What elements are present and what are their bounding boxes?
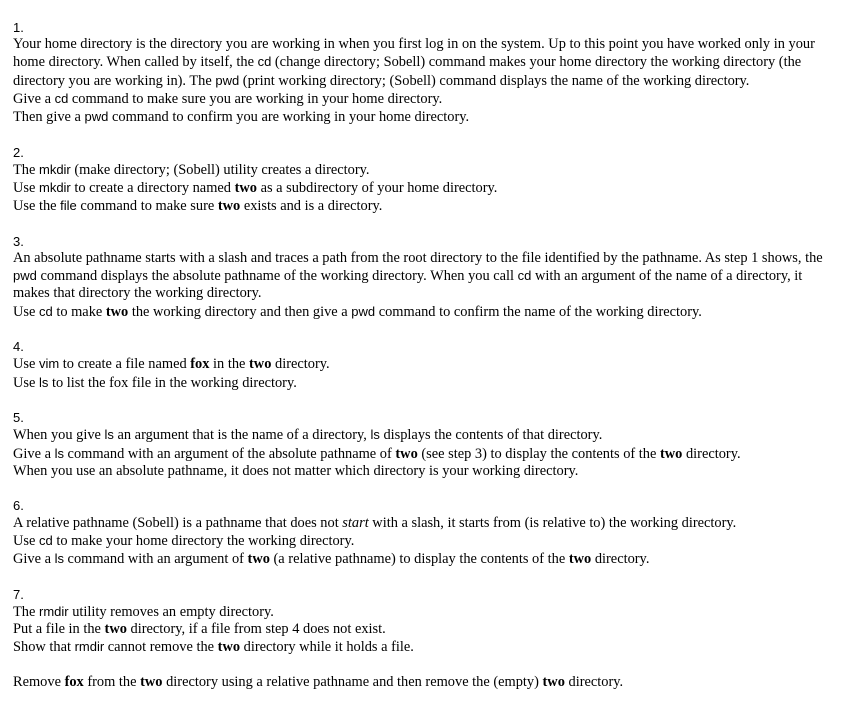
text-segment: (make directory; (Sobell) utility creates a directory. bbox=[70, 161, 370, 178]
command-name: cd bbox=[517, 268, 532, 284]
command-name: ls bbox=[54, 445, 64, 461]
text-segment: (see step 3) to display the contents of the bbox=[417, 445, 660, 462]
text-segment: in the bbox=[209, 356, 250, 373]
step-6 bbox=[13, 497, 833, 568]
instruction-line bbox=[13, 550, 833, 568]
text-segment: Give a bbox=[13, 90, 55, 107]
step-number: 6. bbox=[13, 498, 24, 514]
bold-term: two bbox=[217, 198, 241, 215]
instruction-line bbox=[13, 161, 833, 179]
step-number: 3. bbox=[13, 233, 24, 249]
text-segment: cannot remove the bbox=[104, 639, 218, 656]
text-segment: Use bbox=[13, 356, 39, 373]
text-segment: from the bbox=[83, 673, 141, 690]
text-segment: The bbox=[13, 161, 39, 178]
text-segment: to make bbox=[52, 303, 106, 320]
text-segment: directory while it holds a file. bbox=[240, 639, 414, 656]
text-segment: Use bbox=[13, 532, 39, 549]
text-segment: When you use an absolute pathname, it does not matter which directory is your working directory. bbox=[13, 462, 579, 479]
text-segment: Use bbox=[13, 180, 39, 197]
instruction-line bbox=[13, 179, 833, 197]
text-segment: Give a bbox=[13, 445, 55, 462]
text-segment: utility removes an empty directory. bbox=[68, 603, 274, 620]
bold-term: two bbox=[234, 180, 257, 197]
text-segment: with an argument of the name of a directory, it makes that directory the working directory. bbox=[13, 268, 803, 302]
instruction-line bbox=[13, 108, 833, 126]
bold-term: two bbox=[105, 303, 129, 320]
text-segment: Use bbox=[13, 374, 39, 391]
text-segment: command displays the absolute pathname of the working directory. When you call bbox=[36, 268, 518, 285]
text-segment: The bbox=[13, 603, 39, 620]
command-name: rmdir bbox=[74, 639, 105, 655]
step-number: 7. bbox=[13, 586, 24, 602]
text-segment: to create a file named bbox=[59, 356, 191, 373]
bold-term: two bbox=[217, 639, 241, 656]
text-segment: Then give a bbox=[13, 109, 85, 126]
bold-term: two bbox=[542, 673, 565, 690]
text-segment: command to make sure you are working in your home directory. bbox=[68, 90, 443, 107]
text-segment: Show that bbox=[13, 639, 75, 656]
text-segment: Remove bbox=[13, 673, 65, 690]
instruction-line bbox=[13, 374, 833, 392]
instruction-line bbox=[13, 197, 833, 215]
command-name: pwd bbox=[215, 72, 240, 88]
text-segment: An absolute pathname starts with a slash and traces a path from the root directory to the file identified by the pathname. As step 1 shows, the bbox=[13, 250, 823, 267]
command-name: cd bbox=[54, 90, 69, 106]
bold-term: two bbox=[247, 551, 270, 568]
text-segment: directory, if a file from step 4 does not exist. bbox=[126, 621, 386, 638]
bold-term: two bbox=[249, 356, 272, 373]
command-name: pwd bbox=[13, 268, 37, 284]
text-segment: to list the fox file in the working directory. bbox=[48, 374, 297, 391]
bold-term: two bbox=[140, 673, 163, 690]
instruction-line bbox=[13, 36, 833, 90]
text-segment: exists and is a directory. bbox=[240, 198, 383, 215]
step-7 bbox=[13, 586, 833, 691]
text-segment: the working directory and then give a bbox=[128, 303, 352, 320]
text-segment: Your home directory is the directory you are working in when you first log in on the system. Up to this point you have worked only in your home directory. When called by itself, the bbox=[13, 36, 815, 71]
command-name: cd bbox=[38, 303, 53, 319]
step-2 bbox=[13, 144, 833, 216]
step-number: 2. bbox=[13, 144, 24, 160]
italic-term: start bbox=[342, 514, 369, 531]
text-segment: directory. bbox=[564, 673, 624, 690]
step-3 bbox=[13, 233, 833, 321]
text-segment: Use bbox=[13, 303, 39, 320]
text-segment: (print working directory; (Sobell) command displays the name of the working directory. bbox=[239, 72, 750, 89]
text-segment: A relative pathname (Sobell) is a pathname that does not bbox=[13, 514, 343, 531]
text-segment: When you give bbox=[13, 427, 105, 444]
text-segment: (change directory; Sobell) command makes your home directory the working directory (the directory you are working in). The bbox=[13, 54, 802, 89]
step-number: 4. bbox=[13, 339, 24, 355]
instruction-line bbox=[13, 515, 833, 532]
command-name: cd bbox=[38, 532, 53, 548]
text-segment: displays the contents of that directory. bbox=[379, 427, 603, 444]
instruction-line bbox=[13, 463, 833, 480]
text-segment: directory. bbox=[682, 445, 741, 462]
text-segment: command with an argument of bbox=[63, 551, 248, 568]
text-segment: Use the bbox=[13, 198, 61, 215]
instruction-line bbox=[13, 603, 833, 621]
text-segment: an argument that is the name of a directory, bbox=[113, 427, 371, 444]
text-segment: to create a directory named bbox=[70, 180, 235, 197]
step-number: 1. bbox=[13, 20, 24, 35]
command-name: pwd bbox=[84, 109, 109, 125]
command-name: mkdir bbox=[38, 180, 71, 196]
command-name: vim bbox=[38, 356, 60, 372]
instruction-line bbox=[13, 303, 833, 321]
instruction-line bbox=[13, 656, 833, 673]
step-4 bbox=[13, 338, 833, 392]
command-name: mkdir bbox=[38, 161, 71, 177]
text-segment: as a subdirectory of your home directory. bbox=[256, 180, 498, 197]
instruction-line bbox=[13, 674, 833, 691]
text-segment: with a slash, it starts from (is relative to) the working directory. bbox=[368, 514, 737, 531]
instruction-line bbox=[13, 532, 833, 550]
text-segment: directory. bbox=[591, 551, 650, 568]
text-segment: (a relative pathname) to display the contents of the bbox=[269, 551, 569, 568]
command-name: ls bbox=[104, 427, 114, 443]
text-segment: to make your home directory the working directory. bbox=[52, 532, 355, 549]
text-segment: command to confirm the name of the working directory. bbox=[375, 303, 702, 320]
text-segment: Put a file in the bbox=[13, 621, 105, 638]
command-name: rmdir bbox=[38, 603, 69, 619]
command-name: ls bbox=[370, 427, 380, 443]
instruction-line bbox=[13, 445, 833, 463]
text-segment bbox=[13, 656, 17, 672]
bold-term: two bbox=[659, 445, 683, 462]
instruction-line bbox=[13, 355, 833, 373]
bold-term: two bbox=[395, 445, 418, 462]
command-name: ls bbox=[38, 374, 49, 390]
bold-term: two bbox=[568, 551, 592, 568]
command-name: file bbox=[60, 198, 77, 214]
text-segment: Give a bbox=[13, 551, 55, 568]
command-name: cd bbox=[257, 54, 272, 70]
step-5 bbox=[13, 409, 833, 480]
bold-term: fox bbox=[190, 356, 210, 373]
instruction-line bbox=[13, 250, 833, 303]
bold-term: two bbox=[104, 621, 127, 638]
instruction-line bbox=[13, 90, 833, 108]
text-segment: command to make sure bbox=[76, 198, 218, 215]
instruction-line bbox=[13, 426, 833, 444]
text-segment: command with an argument of the absolute pathname of bbox=[63, 445, 396, 462]
instruction-line bbox=[13, 621, 833, 638]
document-body bbox=[13, 19, 833, 708]
text-segment: command to confirm you are working in your home directory. bbox=[108, 109, 470, 126]
bold-term: fox bbox=[64, 673, 84, 690]
text-segment: directory using a relative pathname and then remove the (empty) bbox=[162, 673, 543, 690]
step-number: 5. bbox=[13, 410, 24, 426]
text-segment: directory. bbox=[271, 356, 330, 373]
instruction-line bbox=[13, 638, 833, 656]
step-1 bbox=[13, 19, 833, 126]
command-name: pwd bbox=[351, 303, 376, 319]
command-name: ls bbox=[54, 551, 64, 567]
